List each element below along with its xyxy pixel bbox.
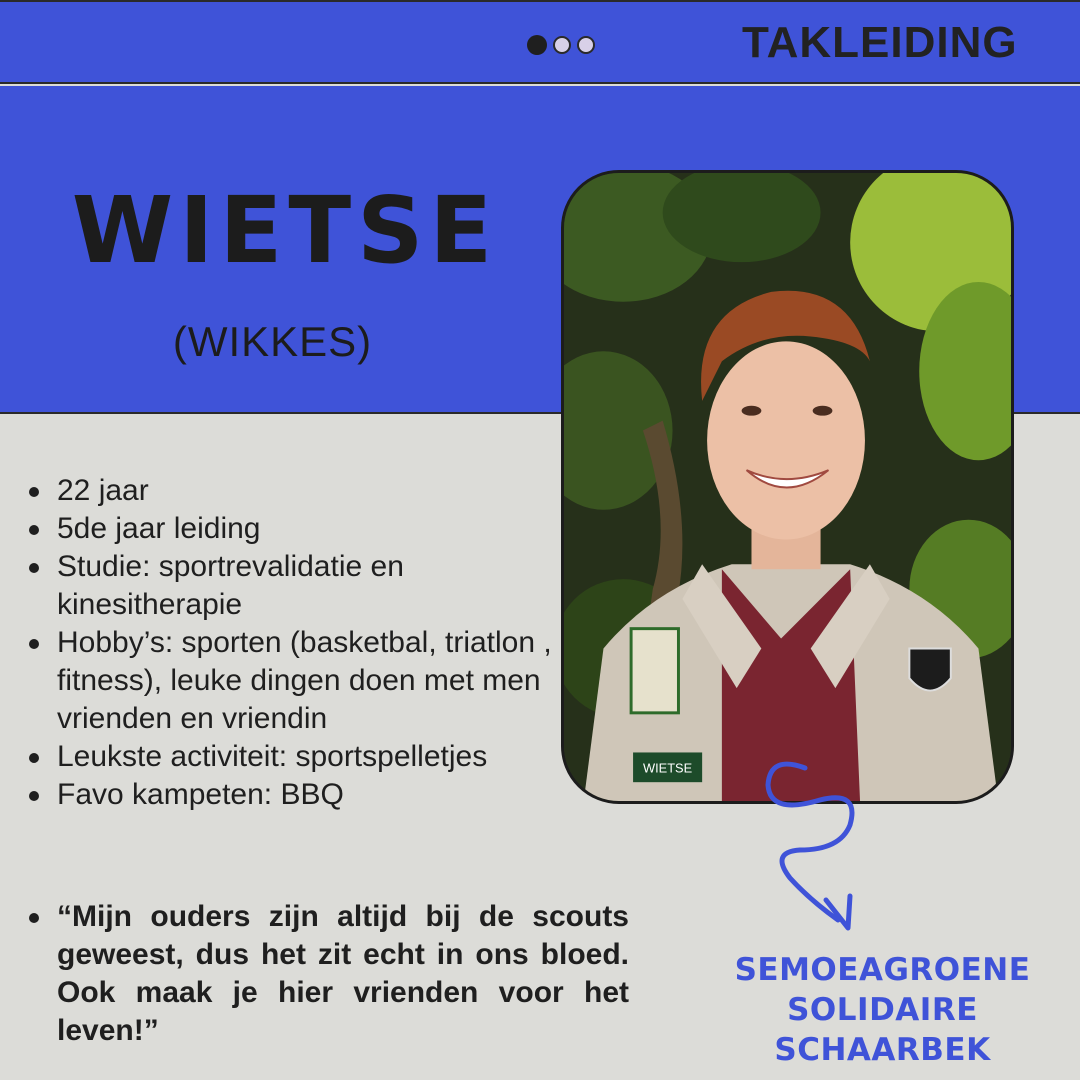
slogan-line-3: SCHAARBEK xyxy=(774,1032,991,1068)
fact-experience: 5de jaar leiding xyxy=(27,510,587,548)
facts-list xyxy=(27,472,587,814)
slogan-line-1: SEMOEAGROENE xyxy=(734,952,1031,988)
leader-nickname: (WIKKES) xyxy=(172,318,373,365)
dot-inactive xyxy=(553,36,571,54)
photo-name-tag: WIETSE xyxy=(643,760,693,776)
carousel-dots xyxy=(527,35,595,55)
brand-title: TAKLEIDING xyxy=(742,18,1018,67)
leader-quote: “Mijn ouders zijn altijd bij de scouts geweest, dus het zit echt in ons bloed. Ook maak je hier vrienden voor het leven!” xyxy=(27,898,629,1050)
slogan xyxy=(720,950,1045,1070)
fact-hobbies: Hobby’s: sporten (basketbal, triatlon , fitness), leuke dingen doen met men vrienden en vriendin xyxy=(27,624,587,738)
portrait-photo xyxy=(561,170,1014,804)
squiggle-arrow-icon xyxy=(750,760,880,940)
fact-age: 22 jaar xyxy=(27,472,587,510)
dot-inactive xyxy=(577,36,595,54)
portrait-illustration xyxy=(564,173,1011,801)
leader-name: WIETSE xyxy=(71,177,499,284)
slogan-line-2: SOLIDAIRE xyxy=(787,992,978,1028)
dot-active xyxy=(527,35,547,55)
fact-favorite-activity: Leukste activiteit: sportspelletjes xyxy=(27,738,587,776)
fact-favorite-camp-food: Favo kampeten: BBQ xyxy=(27,776,587,814)
fact-study: Studie: sportrevalidatie en kinesitherapie xyxy=(27,548,587,624)
top-bar xyxy=(0,0,1080,84)
